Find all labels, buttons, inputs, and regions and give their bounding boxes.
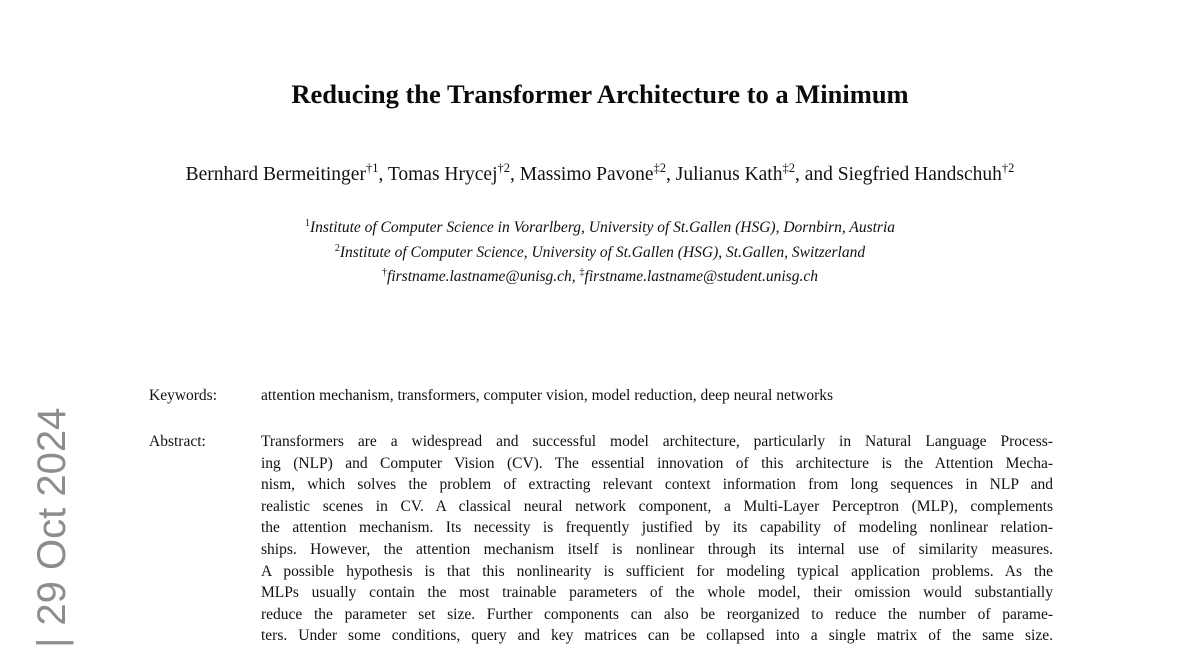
affiliation-1 [150,218,1050,238]
author-name: Bernhard Bermeitinger [185,164,366,185]
abstract-body [261,431,1053,647]
abstract-line: Transformers are a widespread and successful model architecture, particularly in Natural Language Process- [261,433,1053,450]
author-affiliation-marks: †1 [365,160,379,175]
arxiv-side-stamp [30,408,74,648]
affiliation-mark: 1 [304,217,310,229]
affiliation-text: Institute of Computer Science, University of St.Gallen (HSG), St.Gallen, Switzerland [339,244,866,261]
author-affiliation-marks: †2 [497,160,510,175]
paper-title: Reducing the Transformer Architecture to a Minimum [291,79,909,109]
affiliation-text: Institute of Computer Science in Vorarlberg, University of St.Gallen (HSG), Dornbirn, Austria [309,219,896,236]
email-mark: † [382,266,388,278]
abstract-line: MLPs usually contain the most trainable parameters of the whole model, their omission would substantially [261,584,1053,602]
author-separator: , [378,164,388,185]
author-name: Siegfried Handschuh [837,164,1002,185]
email-text: firstname.lastname@student.unisg.ch [584,268,818,285]
author-separator: , [666,164,676,185]
abstract-line: ters. Under some conditions, query and key matrices can be collapsed into a single matrix of the same size. [261,627,1053,645]
email-mark: ‡ [579,266,585,278]
abstract-line: reduce the parameter set size. Further components can also be reorganized to reduce the number of parame- [261,605,1053,623]
abstract-label: Abstract: [149,433,206,450]
author-name: Julianus Kath [675,164,783,185]
abstract-line: A possible hypothesis is that this nonlinearity is sufficient for modeling typical application problems. As the [261,562,1053,580]
author-affiliation-marks: ‡2 [653,160,667,175]
abstract-line: ing (NLP) and Computer Vision (CV). The essential innovation of this architecture is the Attention Mecha- [261,454,1053,472]
author-affiliation-marks: †2 [1001,160,1015,175]
affiliation-2 [150,243,1050,263]
abstract-line: ships. However, the attention mechanism itself is nonlinear through its internal use of similarity measures. [261,540,1053,558]
author-name: Massimo Pavone [519,164,654,185]
email-line [150,267,1050,287]
keywords-text: attention mechanism, transformers, computer vision, model reduction, deep neural networks [261,387,834,404]
author-name: Tomas Hrycej [387,164,498,185]
author-separator: , [509,164,520,185]
stamp-date: 29 Oct 2024 [30,407,74,626]
abstract-line: nism, which solves the problem of extracting relevant context information from long sequences in NLP and [261,476,1053,494]
email-text: firstname.lastname@unisg.ch, [387,268,580,285]
affiliation-mark: 2 [334,242,340,254]
abstract-line: realistic scenes in CV. A classical neural network component, a Multi-Layer Perceptron (MLP), complements [261,497,1053,515]
abstract-line: the attention mechanism. Its necessity is frequently justified by its capability of modeling nonlinear relation- [261,519,1053,537]
author-separator: , and [794,164,838,185]
author-affiliation-marks: ‡2 [782,160,795,175]
stamp-separator-bar: | [30,637,74,648]
author-list [150,162,1050,187]
keywords-label: Keywords: [149,387,218,404]
